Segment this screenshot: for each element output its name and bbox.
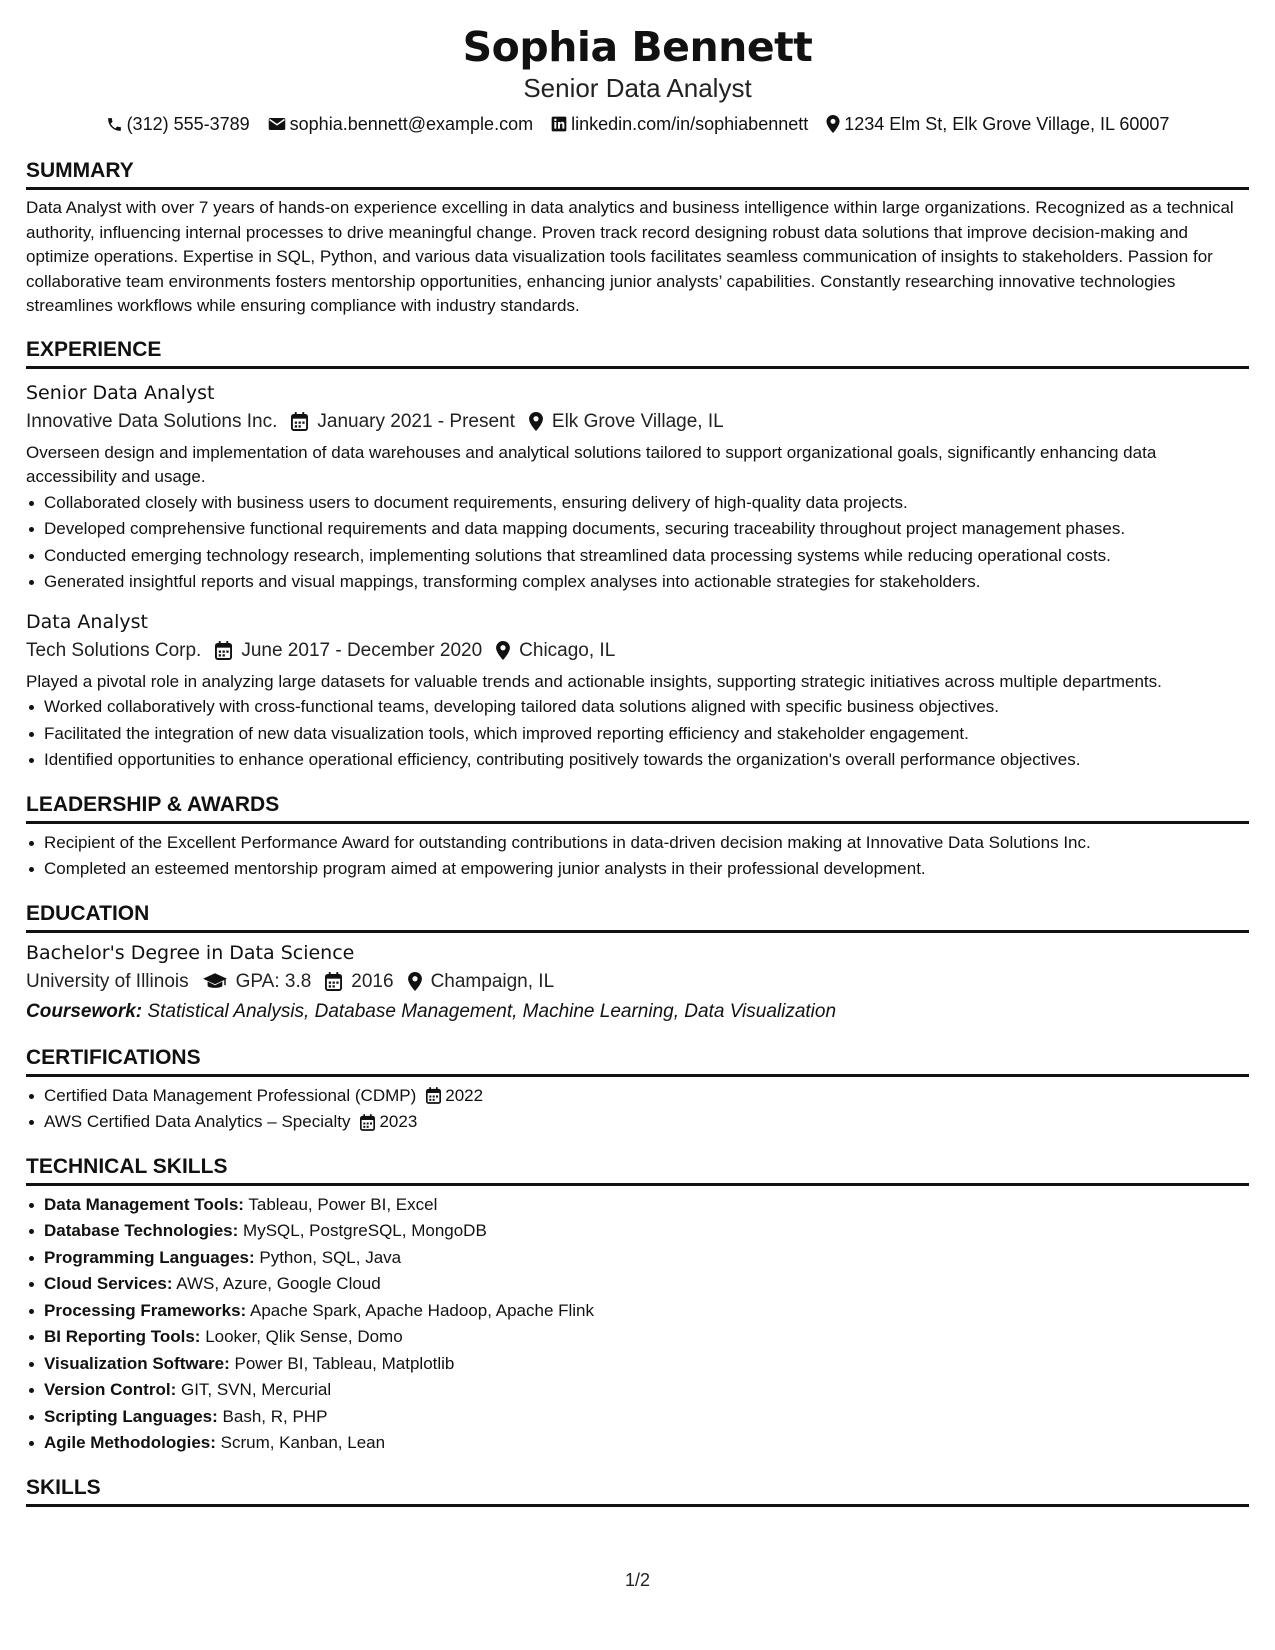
- envelope-icon: [268, 116, 286, 132]
- skill-label: Cloud Services:: [44, 1274, 173, 1293]
- section-heading-certifications: CERTIFICATIONS: [26, 1045, 1249, 1077]
- skill-item: [26, 1324, 1249, 1351]
- linkedin-icon: [551, 116, 567, 132]
- calendar-icon: [426, 1087, 441, 1104]
- skill-item: [26, 1351, 1249, 1378]
- education-meta: [26, 967, 1249, 997]
- job-location: Elk Grove Village, IL: [551, 410, 724, 432]
- leadership-list: [26, 830, 1249, 883]
- leadership-section: [26, 792, 1249, 883]
- job-bullets: [26, 694, 1249, 774]
- skill-label: Processing Frameworks:: [44, 1300, 247, 1320]
- skill-label: Database Technologies:: [44, 1221, 239, 1240]
- skill-item: [26, 1404, 1249, 1431]
- contact-email-text: sophia.bennett@example.com: [289, 114, 534, 134]
- skill-item: [26, 1430, 1249, 1457]
- job-company: Tech Solutions Corp.: [26, 639, 202, 661]
- job-entry: [26, 608, 1249, 774]
- graduation-cap-icon: [203, 973, 227, 990]
- certification-item: [26, 1109, 1249, 1136]
- coursework-label: Coursework:: [26, 1000, 143, 1022]
- skill-label: Visualization Software:: [44, 1353, 230, 1373]
- skill-label: Version Control:: [44, 1380, 177, 1399]
- job-dates: January 2021 - Present: [317, 410, 515, 432]
- certifications-section: [26, 1045, 1249, 1136]
- experience-section: [26, 337, 1249, 774]
- education-section: [26, 901, 1249, 1027]
- skill-label: Programming Languages:: [44, 1247, 255, 1267]
- school-name: University of Illinois: [26, 970, 189, 992]
- section-heading-skills: SKILLS: [26, 1475, 1249, 1507]
- contact-linkedin[interactable]: [551, 112, 808, 136]
- job-meta: [26, 636, 1249, 666]
- job-bullet: Identified opportunities to enhance operational efficiency, contributing positively towards the organization's overall performance objectives.: [26, 747, 1249, 774]
- candidate-name: Sophia Bennett: [462, 23, 813, 71]
- phone-icon: [106, 116, 123, 133]
- coursework-line: [26, 997, 1249, 1027]
- job-title: Senior Data Analyst: [26, 381, 215, 404]
- skills-section: [26, 1475, 1249, 1507]
- job-entry: [26, 379, 1249, 596]
- skill-value: MySQL, PostgreSQL, MongoDB: [243, 1221, 487, 1240]
- skill-item: [26, 1298, 1249, 1325]
- technical-skills-list: [26, 1192, 1249, 1457]
- job-company: Innovative Data Solutions Inc.: [26, 410, 278, 432]
- skill-label: BI Reporting Tools:: [44, 1327, 201, 1346]
- contact-bar: [26, 112, 1249, 136]
- job-bullet: Worked collaboratively with cross-functional teams, developing tailored data solutions aligned with specific business objectives.: [26, 694, 1249, 721]
- job-bullet: Conducted emerging technology research, implementing solutions that streamlined data processing systems while reducing operational costs.: [26, 543, 1249, 570]
- summary-text: Data Analyst with over 7 years of hands-on experience excelling in data analytics and business intelligence within large organizations. Recognized as a technical authority, influencing internal processes to drive meaningful change. Proven track record designing robust data solutions that improve decision-making and optimize operations. Expertise in SQL, Python, and various data visualization tools facilitates seamless communication of insights to stakeholders. Passion for collaborative team environments fosters mentorship opportunities, enhancing junior analysts’ capabilities. Constantly researching innovative technologies streamlines workflows while ensuring compliance with industry standards.: [26, 198, 1234, 315]
- job-meta: [26, 407, 1249, 437]
- job-description: Played a pivotal role in analyzing large datasets for valuable trends and actionable insights, supporting strategic initiatives across multiple departments.: [26, 671, 1162, 691]
- leadership-item: Recipient of the Excellent Performance Award for outstanding contributions in data-driven decision making at Innovative Data Solutions Inc.: [26, 830, 1249, 857]
- page-indicator: 1/2: [624, 1570, 651, 1590]
- contact-address-text: 1234 Elm St, Elk Grove Village, IL 60007: [844, 114, 1170, 134]
- skill-value: Tableau, Power BI, Excel: [248, 1194, 438, 1214]
- skill-value: Power BI, Tableau, Matplotlib: [234, 1353, 455, 1373]
- job-description: Overseen design and implementation of data warehouses and analytical solutions tailored to support organizational goals, significantly enhancing data accessibility and usage.: [26, 442, 1157, 486]
- map-pin-icon: [408, 972, 422, 991]
- job-bullet: Generated insightful reports and visual mappings, transforming complex analyses into actionable strategies for stakeholders.: [26, 569, 1249, 596]
- job-bullets: [26, 490, 1249, 596]
- section-heading-summary: SUMMARY: [26, 158, 1249, 190]
- job-bullet: Collaborated closely with business users to document requirements, ensuring delivery of high-quality data projects.: [26, 490, 1249, 517]
- section-heading-education: EDUCATION: [26, 901, 1249, 933]
- certification-name: AWS Certified Data Analytics – Specialty: [44, 1112, 351, 1131]
- summary-section: [26, 158, 1249, 319]
- job-dates: June 2017 - December 2020: [241, 639, 483, 661]
- contact-email[interactable]: [268, 112, 533, 136]
- skill-label: Scripting Languages:: [44, 1406, 218, 1426]
- contact-address: [826, 112, 1169, 136]
- contact-phone-text: (312) 555-3789: [126, 114, 250, 134]
- skill-value: Apache Spark, Apache Hadoop, Apache Flink: [250, 1300, 595, 1320]
- gpa-text: GPA: 3.8: [235, 970, 312, 992]
- skill-value: Scrum, Kanban, Lean: [220, 1433, 386, 1452]
- skill-value: Bash, R, PHP: [222, 1406, 328, 1426]
- skill-item: [26, 1271, 1249, 1298]
- calendar-icon: [215, 641, 232, 660]
- map-pin-icon: [529, 412, 543, 431]
- skill-item: [26, 1377, 1249, 1404]
- certifications-list: [26, 1083, 1249, 1136]
- job-bullet: Facilitated the integration of new data visualization tools, which improved reporting efficiency and stakeholder engagement.: [26, 721, 1249, 748]
- certification-item: [26, 1083, 1249, 1110]
- candidate-title: Senior Data Analyst: [523, 73, 752, 103]
- coursework-list: Statistical Analysis, Database Management, Machine Learning, Data Visualization: [147, 1000, 837, 1022]
- skill-value: Python, SQL, Java: [259, 1247, 402, 1267]
- calendar-icon: [291, 412, 308, 431]
- job-title: Data Analyst: [26, 610, 148, 633]
- certification-name: Certified Data Management Professional (CDMP): [44, 1085, 417, 1105]
- section-heading-experience: EXPERIENCE: [26, 337, 1249, 369]
- skill-label: Agile Methodologies:: [44, 1433, 216, 1452]
- skill-item: [26, 1192, 1249, 1219]
- map-pin-icon: [826, 115, 840, 133]
- degree-title: Bachelor's Degree in Data Science: [26, 941, 355, 964]
- skill-label: Data Management Tools:: [44, 1194, 244, 1214]
- resume-header: [26, 0, 1249, 136]
- school-location: Champaign, IL: [430, 970, 555, 992]
- contact-linkedin-text: linkedin.com/in/sophiabennett: [571, 114, 809, 134]
- contact-phone[interactable]: [106, 112, 250, 136]
- skill-value: GIT, SVN, Mercurial: [180, 1380, 332, 1399]
- graduation-year: 2016: [351, 970, 394, 992]
- section-heading-technical-skills: TECHNICAL SKILLS: [26, 1154, 1249, 1186]
- calendar-icon: [360, 1114, 375, 1131]
- skill-item: [26, 1245, 1249, 1272]
- map-pin-icon: [496, 641, 510, 660]
- calendar-icon: [325, 972, 342, 991]
- certification-year: 2023: [379, 1112, 418, 1131]
- leadership-item: Completed an esteemed mentorship program aimed at empowering junior analysts in their professional development.: [26, 856, 1249, 883]
- technical-skills-section: [26, 1154, 1249, 1457]
- skill-value: Looker, Qlik Sense, Domo: [205, 1327, 403, 1346]
- job-location: Chicago, IL: [519, 639, 616, 661]
- skill-item: [26, 1218, 1249, 1245]
- section-heading-leadership: LEADERSHIP & AWARDS: [26, 792, 1249, 824]
- certification-year: 2022: [445, 1085, 484, 1105]
- skill-value: AWS, Azure, Google Cloud: [176, 1274, 381, 1293]
- job-bullet: Developed comprehensive functional requirements and data mapping documents, securing traceability throughout project management phases.: [26, 516, 1249, 543]
